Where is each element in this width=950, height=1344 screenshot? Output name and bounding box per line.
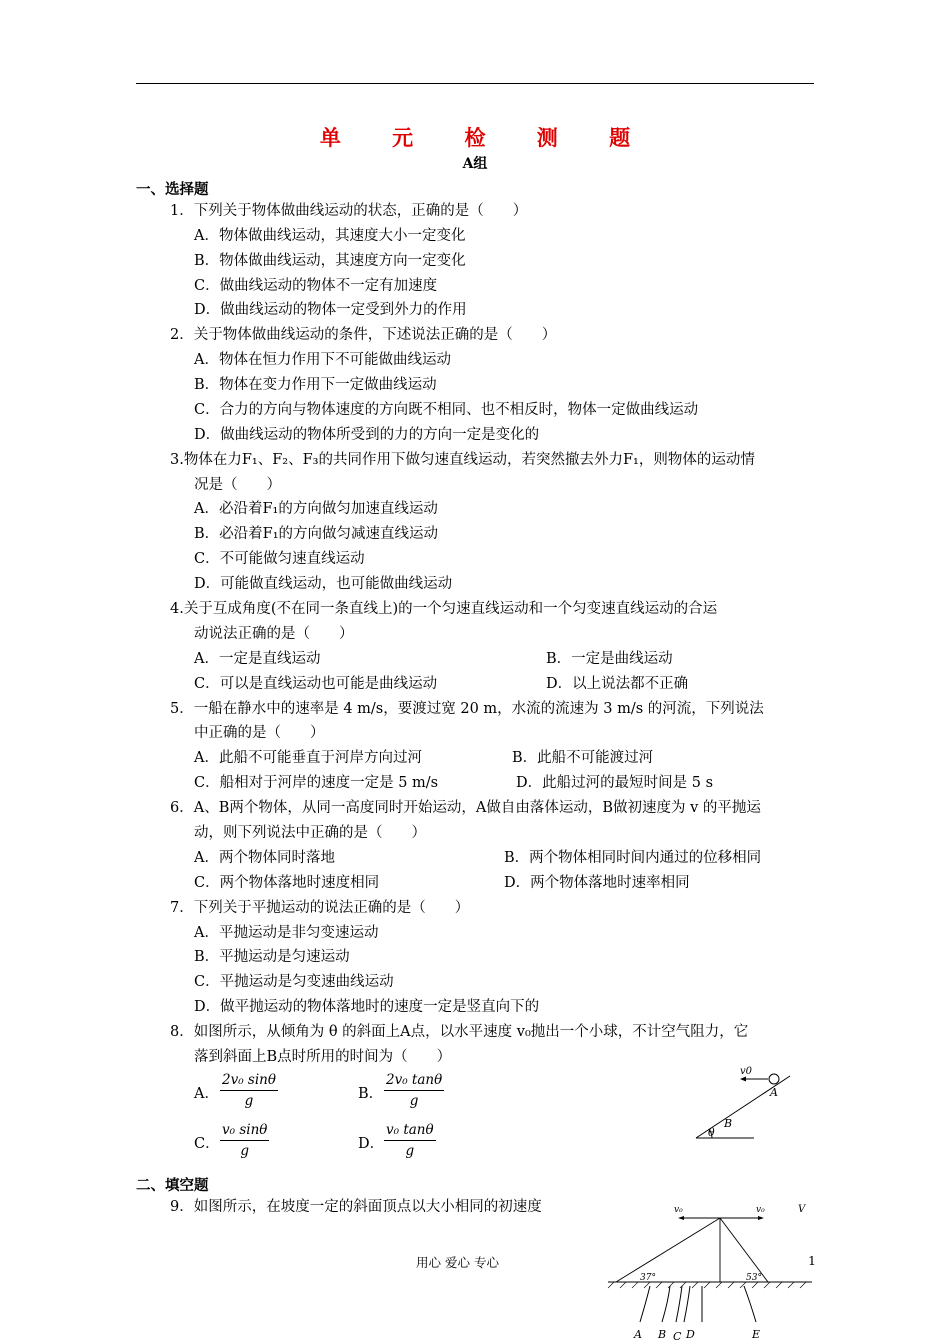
q5-option-d: D．此船过河的最短时间是 5 s [516, 775, 714, 791]
q7-stem: 7．下列关于平抛运动的说法正确的是（ ） [170, 900, 470, 916]
q9-fig-label-v0-right: v₀ [756, 1205, 765, 1215]
ball-icon [769, 1074, 779, 1084]
page-number: 1 [808, 1253, 816, 1268]
q2-option-c: C．合力的方向与物体速度的方向既不相同、也不相反时，物体一定做曲线运动 [194, 402, 699, 418]
q8-stem-line1: 8．如图所示，从倾角为 θ 的斜面上A点，以水平速度 v₀抛出一个小球，不计空气阻力，它 [170, 1024, 749, 1040]
q8-option-a-label: A． [194, 1086, 219, 1102]
q4-stem-line1: 4.关于互成角度(不在同一条直线上)的一个匀速直线运动和一个匀变速直线运动的合运 [170, 601, 718, 617]
q1-option-d: D．做曲线运动的物体一定受到外力的作用 [194, 302, 467, 318]
q7-option-a: A．平抛运动是非匀变速运动 [194, 925, 379, 941]
left-slope-line [616, 1218, 720, 1282]
q4-option-a: A．一定是直线运动 [194, 651, 321, 667]
q6-option-a: A．两个物体同时落地 [194, 850, 335, 866]
q9-fig-point-a: A [634, 1328, 642, 1341]
q4-stem-line2: 动说法正确的是（ ） [194, 626, 354, 642]
q2-option-b: B．物体在变力作用下一定做曲线运动 [194, 377, 437, 393]
page-subtitle: A组 [462, 156, 488, 172]
q7-option-b: B．平抛运动是匀速运动 [194, 949, 350, 965]
q6-stem-line1: 6．A、B两个物体，从同一高度同时开始运动，A做自由落体运动，B做初速度为 v 的平抛运 [170, 800, 761, 816]
q8-option-a-numerator: 2v₀ sinθ [220, 1072, 278, 1091]
q9-fig-label-v0-left: v₀ [674, 1205, 683, 1215]
q8-option-d-denominator: g [405, 1143, 415, 1159]
q8-fig-label-theta: θ [708, 1126, 715, 1139]
q9-fig-angle-right: 53° [746, 1273, 762, 1283]
q8-option-c-denominator: g [240, 1143, 250, 1159]
footer-text: 用心 爱心 专心 [416, 1255, 499, 1270]
q1-option-c: C．做曲线运动的物体不一定有加速度 [194, 278, 438, 294]
q5-option-c: C．船相对于河岸的速度一定是 5 m/s [194, 775, 439, 791]
q8-option-c-numerator: v₀ sinθ [220, 1122, 269, 1141]
q9-fig-point-e: E [752, 1328, 761, 1341]
q8-option-c-fraction [220, 1122, 269, 1159]
section-fill: 二、填空题 [136, 1177, 209, 1194]
right-arrowhead-icon [758, 1216, 764, 1220]
q9-fig-point-d: D [686, 1328, 695, 1341]
q8-option-b-numerator: 2v₀ tanθ [384, 1072, 444, 1091]
q8-fig-label-v0: v0 [740, 1066, 753, 1077]
q1-stem: 1．下列关于物体做曲线运动的状态，正确的是（ ） [170, 203, 528, 219]
arrowhead-icon [740, 1077, 746, 1082]
q8-incline-diagram [690, 1062, 800, 1142]
trajectory-curves [640, 1286, 756, 1322]
q8-option-d-label: D． [358, 1136, 385, 1152]
q2-option-a: A．物体在恒力作用下不可能做曲线运动 [194, 352, 451, 368]
q4-option-c: C．可以是直线运动也可能是曲线运动 [194, 676, 438, 692]
q8-option-d-fraction [384, 1122, 436, 1159]
q3-option-c: C．不可能做匀速直线运动 [194, 551, 365, 567]
section-choice: 一、选择题 [136, 181, 209, 198]
q9-fig-angle-left: 37° [640, 1273, 656, 1283]
q8-fig-label-b: B [724, 1117, 733, 1130]
q5-stem-line2: 中正确的是（ ） [194, 725, 325, 741]
q6-stem-line2: 动，则下列说法中正确的是（ ） [194, 825, 426, 841]
q4-option-b: B．一定是曲线运动 [546, 651, 673, 667]
q9-fig-label-v: V [798, 1204, 806, 1215]
q1-option-b: B．物体做曲线运动，其速度方向一定变化 [194, 253, 466, 269]
q9-fig-point-b: B [658, 1328, 667, 1341]
q9-stem: 9．如图所示，在坡度一定的斜面顶点以大小相同的初速度 [170, 1199, 542, 1215]
q8-option-b-label: B． [358, 1086, 384, 1102]
q9-slope-diagram [606, 1198, 816, 1342]
q3-stem-line2: 况是（ ） [194, 477, 281, 493]
q5-stem-line1: 5．一船在静水中的速率是 4 m/s，要渡过宽 20 m，水流的流速为 3 m/s 的河流，下列说法 [170, 701, 764, 717]
q3-option-d: D．可能做直线运动，也可能做曲线运动 [194, 576, 453, 592]
q7-option-c: C．平抛运动是匀变速曲线运动 [194, 974, 394, 990]
left-arrowhead-icon [678, 1216, 684, 1220]
header-rule [136, 83, 814, 84]
q8-option-a-denominator: g [244, 1093, 254, 1109]
q2-option-d: D．做曲线运动的物体所受到的力的方向一定是变化的 [194, 427, 540, 443]
ground-hatch [608, 1282, 806, 1288]
q5-option-b: B．此船不可能渡过河 [512, 750, 654, 766]
q6-option-b: B．两个物体相同时间内通过的位移相同 [504, 850, 762, 866]
q8-fig-label-a: A [770, 1086, 778, 1099]
q9-fig-point-c: C [673, 1330, 682, 1343]
q3-option-b: B．必沿着F₁的方向做匀减速直线运动 [194, 526, 439, 542]
q8-option-b-fraction [384, 1072, 444, 1109]
q6-option-d: D．两个物体落地时速率相同 [504, 875, 690, 891]
q8-option-a-fraction [220, 1072, 278, 1109]
q8-option-c-label: C． [194, 1136, 220, 1152]
q2-stem: 2．关于物体做曲线运动的条件，下述说法正确的是（ ） [170, 327, 557, 343]
q8-option-b-denominator: g [409, 1093, 419, 1109]
q3-option-a: A．必沿着F₁的方向做匀加速直线运动 [194, 501, 438, 517]
page-title: 单 元 检 测 题 [319, 125, 653, 150]
q8-option-d-numerator: v₀ tanθ [384, 1122, 436, 1141]
q7-option-d: D．做平抛运动的物体落地时的速度一定是竖直向下的 [194, 999, 540, 1015]
q4-option-d: D．以上说法都不正确 [546, 676, 689, 692]
q8-stem-line2: 落到斜面上B点时所用的时间为（ ） [194, 1049, 452, 1065]
q3-stem-line1: 3.物体在力F₁、F₂、F₃的共同作用下做匀速直线运动，若突然撤去外力F₁，则物体的运动情 [170, 452, 755, 468]
q5-option-a: A．此船不可能垂直于河岸方向过河 [194, 750, 422, 766]
q1-option-a: A．物体做曲线运动，其速度大小一定变化 [194, 228, 466, 244]
q6-option-c: C．两个物体落地时速度相同 [194, 875, 380, 891]
